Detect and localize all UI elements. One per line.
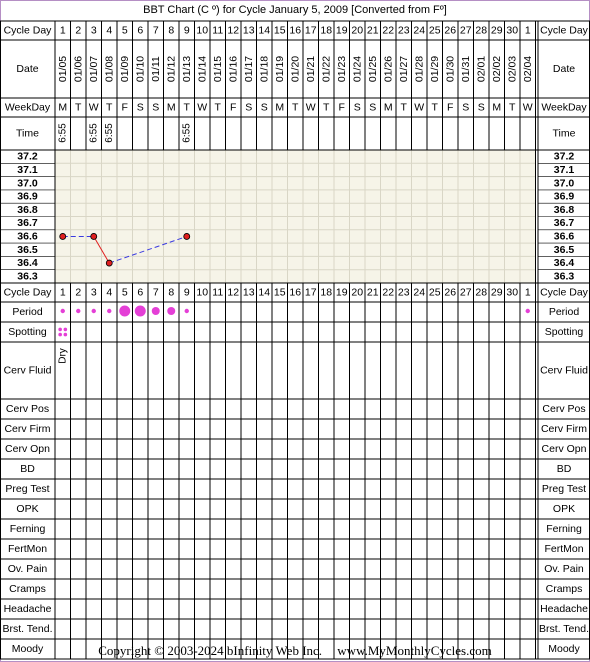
weekday-label: M <box>58 101 68 114</box>
row-label-right-brst_tend: Brst. Tend. <box>539 623 589 635</box>
cycle-day-number: 21 <box>366 286 379 299</box>
cycle-day-number: 8 <box>168 24 175 37</box>
cycle-day-number: 15 <box>273 286 286 299</box>
date-label: 01/19 <box>273 55 286 83</box>
weekday-label: F <box>447 101 454 114</box>
cycle-day-number: 1 <box>59 24 66 37</box>
weekday-label: W <box>414 101 425 114</box>
cycle-day-number: 2 <box>75 24 82 37</box>
cycle-day-number: 22 <box>382 24 395 37</box>
y-tick-label: 36.3 <box>17 270 38 283</box>
spotting-dot <box>64 333 68 337</box>
period-dot <box>61 309 65 313</box>
date-label: 01/16 <box>227 55 240 83</box>
cycle-day-number: 6 <box>137 286 144 299</box>
weekday-label: S <box>477 101 485 114</box>
date-label: 01/05 <box>56 55 69 83</box>
cycle-day-number: 21 <box>366 24 379 37</box>
cycle-day-number: 7 <box>152 24 159 37</box>
date-label: 01/22 <box>320 55 333 83</box>
row-label-right-fertmon: FertMon <box>544 543 584 555</box>
row-label-right-period: Period <box>548 306 580 318</box>
cerv-fluid-value: Dry <box>57 348 69 364</box>
weekday-label: M <box>166 101 176 114</box>
chart-title: BBT Chart (C º) for Cycle January 5, 2009 [Converted from Fº] <box>143 4 447 16</box>
cycle-day-number: 6 <box>137 24 144 37</box>
cycle-day-number: 10 <box>196 24 209 37</box>
row-label-right-date: Date <box>552 63 576 75</box>
cycle-day-number: 18 <box>320 24 333 37</box>
date-label: 01/24 <box>351 55 364 83</box>
weekday-label: T <box>75 101 82 114</box>
row-label-cerv_fluid: Cerv Fluid <box>3 364 52 377</box>
weekday-label: M <box>383 101 393 114</box>
date-label: 02/01 <box>475 55 488 83</box>
footer <box>0 643 590 659</box>
cycle-day-number: 19 <box>335 24 348 37</box>
y-tick-label-right: 37.2 <box>553 150 575 163</box>
cycle-day-number: 29 <box>490 286 503 299</box>
row-label-fertmon: FertMon <box>7 543 48 555</box>
row-label-date: Date <box>16 63 39 75</box>
cycle-day-number: 16 <box>289 286 302 299</box>
y-tick-label-right: 36.4 <box>553 257 575 270</box>
spotting-dot <box>64 328 68 332</box>
row-label-right-opk: OPK <box>552 503 576 515</box>
row-label-right-cerv_opn: Cerv Opn <box>541 443 587 455</box>
cycle-day-number: 1 <box>524 24 531 37</box>
cycle-day-number: 1 <box>524 286 531 299</box>
row-label-period: Period <box>12 306 43 318</box>
weekday-label: F <box>338 101 345 114</box>
weekday-label: S <box>260 101 268 114</box>
cycle-day-number: 25 <box>428 286 441 299</box>
row-label-right-moody: Moody <box>548 643 580 655</box>
weekday-label: S <box>136 101 144 114</box>
weekday-label: S <box>369 101 377 114</box>
row-label-right-headache: Headache <box>540 603 588 615</box>
period-dot <box>167 307 175 315</box>
date-label: 02/03 <box>506 55 519 83</box>
spotting-dot <box>58 333 62 337</box>
cycle-day-number: 28 <box>475 286 488 299</box>
cycle-day-number: 19 <box>335 286 348 299</box>
date-label: 02/04 <box>521 55 534 83</box>
date-label: 01/29 <box>428 55 441 83</box>
temp-point[interactable] <box>60 233 66 239</box>
spotting-dot <box>58 328 62 332</box>
y-tick-label: 37.0 <box>17 177 38 190</box>
cycle-day-number: 4 <box>106 24 113 37</box>
cycle-day-number: 5 <box>121 286 128 299</box>
cycle-day-number: 17 <box>304 24 317 37</box>
weekday-label: T <box>509 101 516 114</box>
row-label-headache: Headache <box>3 603 52 615</box>
weekday-label: W <box>522 101 533 114</box>
y-tick-label-right: 36.8 <box>553 203 575 216</box>
date-label: 01/11 <box>149 56 162 82</box>
row-label-cycle_day: Cycle Day <box>3 24 52 37</box>
cycle-day-number: 30 <box>506 24 519 37</box>
row-label-cramps: Cramps <box>9 583 46 595</box>
cycle-day-number: 12 <box>227 24 240 37</box>
date-label: 01/31 <box>459 55 472 83</box>
date-label: 01/21 <box>304 55 317 83</box>
cycle-day-number: 1 <box>59 286 66 299</box>
weekday-label: T <box>400 101 407 114</box>
temp-point[interactable] <box>184 233 190 239</box>
row-label-cerv_firm: Cerv Firm <box>4 423 51 435</box>
cycle-day-number: 11 <box>212 286 224 299</box>
site-link[interactable]: www.MyMonthlyCycles.com <box>337 643 492 658</box>
cycle-day-number: 11 <box>212 24 224 37</box>
date-label: 01/18 <box>258 55 271 83</box>
cycle-day-number: 9 <box>183 24 190 37</box>
date-label: 01/08 <box>103 55 116 83</box>
cycle-day-number: 9 <box>183 286 190 299</box>
cycle-day-number: 20 <box>351 24 364 37</box>
period-dot <box>76 309 80 313</box>
row-label-right-ov_pain: Ov. Pain <box>544 563 584 575</box>
cycle-day-number: 27 <box>459 286 472 299</box>
cycle-day-number: 26 <box>444 24 457 37</box>
row-label-right-cramps: Cramps <box>545 583 583 595</box>
weekday-label: S <box>245 101 253 114</box>
row-label-spotting: Spotting <box>8 326 47 338</box>
cycle-day-number: 22 <box>382 286 395 299</box>
period-dot <box>107 309 111 313</box>
cycle-day-number: 13 <box>242 24 255 37</box>
weekday-label: F <box>121 101 128 114</box>
y-tick-label: 37.1 <box>17 163 38 176</box>
row-label-cerv_opn: Cerv Opn <box>5 443 50 455</box>
row-label-opk: OPK <box>16 503 39 515</box>
weekday-label: T <box>214 101 221 114</box>
row-label-right-ferning: Ferning <box>546 523 582 535</box>
weekday-label: M <box>492 101 502 114</box>
row-label-moody: Moody <box>11 643 44 655</box>
date-label: 01/25 <box>366 55 379 83</box>
cycle-day-number: 2 <box>75 286 82 299</box>
cycle-day-number: 4 <box>106 286 113 299</box>
y-tick-label-right: 36.3 <box>553 270 575 283</box>
cycle-day-number: 20 <box>351 286 364 299</box>
y-tick-label: 36.8 <box>17 203 38 216</box>
cycle-day-number: 29 <box>490 24 503 37</box>
y-tick-label: 36.6 <box>17 230 38 243</box>
cycle-day-number: 23 <box>397 286 410 299</box>
y-tick-label-right: 37.0 <box>553 177 575 190</box>
weekday-label: W <box>305 101 316 114</box>
y-tick-label: 36.7 <box>17 217 38 230</box>
row-label-cycle_day2: Cycle Day <box>3 286 52 299</box>
date-label: 01/07 <box>87 55 100 83</box>
row-label-right-cycle_day2: Cycle Day <box>540 286 588 299</box>
cycle-day-number: 14 <box>258 286 271 299</box>
row-label-weekday: WeekDay <box>4 101 51 114</box>
period-dot <box>135 306 146 317</box>
date-label: 01/14 <box>196 55 209 83</box>
weekday-label: F <box>230 101 237 114</box>
date-label: 01/27 <box>397 55 410 83</box>
cycle-day-number: 26 <box>444 286 457 299</box>
cycle-day-number: 7 <box>152 286 159 299</box>
y-tick-label: 36.9 <box>17 190 38 203</box>
cycle-day-number: 10 <box>196 286 209 299</box>
weekday-label: T <box>106 101 113 114</box>
cycle-day-number: 23 <box>397 24 410 37</box>
row-label-right-cycle_day: Cycle Day <box>540 24 588 37</box>
row-label-right-time: Time <box>552 127 576 140</box>
row-label-right-cerv_firm: Cerv Firm <box>540 423 588 435</box>
period-dot <box>119 306 130 317</box>
cycle-day-number: 15 <box>273 24 286 37</box>
period-dot <box>152 307 160 315</box>
y-tick-label: 36.5 <box>17 243 38 256</box>
cycle-day-number: 12 <box>227 286 240 299</box>
cycle-day-number: 13 <box>242 286 255 299</box>
weekday-label: T <box>292 101 299 114</box>
row-label-bd: BD <box>20 463 35 475</box>
cycle-day-number: 3 <box>90 24 97 37</box>
cycle-day-number: 16 <box>289 24 302 37</box>
date-label: 01/15 <box>211 55 224 83</box>
cycle-day-number: 14 <box>258 24 271 37</box>
cycle-day-number: 28 <box>475 24 488 37</box>
date-label: 02/02 <box>490 55 503 83</box>
cycle-day-number: 25 <box>428 24 441 37</box>
row-label-right-preg_test: Preg Test <box>541 483 587 495</box>
cycle-day-number: 17 <box>304 286 317 299</box>
cycle-day-number: 18 <box>320 286 333 299</box>
weekday-label: W <box>88 101 99 114</box>
date-label: 01/13 <box>180 55 193 83</box>
cycle-day-number: 27 <box>459 24 472 37</box>
row-label-ferning: Ferning <box>9 523 46 535</box>
y-tick-label: 37.2 <box>17 150 38 163</box>
row-label-right-weekday: WeekDay <box>541 101 587 114</box>
cycle-day-number: 30 <box>506 286 519 299</box>
date-label: 01/20 <box>289 55 302 83</box>
date-label: 01/10 <box>134 55 147 83</box>
time-label: 6:55 <box>103 123 115 143</box>
row-label-cerv_pos: Cerv Pos <box>5 403 50 415</box>
weekday-label: T <box>431 101 438 114</box>
row-label-time: Time <box>16 127 39 140</box>
weekday-label: S <box>462 101 470 114</box>
copyright-text: Copyright © 2003-2024 bInfinity Web Inc. <box>98 643 323 658</box>
date-label: 01/28 <box>413 55 426 83</box>
weekday-label: S <box>353 101 361 114</box>
date-label: 01/09 <box>118 55 131 83</box>
date-label: 01/12 <box>165 55 178 83</box>
cycle-day-number: 24 <box>413 286 426 299</box>
y-tick-label-right: 37.1 <box>553 163 575 176</box>
y-tick-label-right: 36.7 <box>553 217 575 230</box>
y-tick-label: 36.4 <box>17 257 38 270</box>
row-label-ov_pain: Ov. Pain <box>7 563 48 575</box>
period-dot <box>185 309 189 313</box>
time-label: 6:55 <box>181 123 193 143</box>
row-label-right-cerv_pos: Cerv Pos <box>542 403 586 415</box>
weekday-label: T <box>183 101 190 114</box>
date-label: 01/06 <box>72 55 85 83</box>
time-label: 6:55 <box>57 123 69 143</box>
date-label: 01/23 <box>335 55 348 83</box>
date-label: 01/26 <box>382 55 395 83</box>
temp-point[interactable] <box>106 260 112 266</box>
cycle-day-number: 8 <box>168 286 175 299</box>
outer-frame <box>1 1 590 662</box>
cycle-day-number: 5 <box>121 24 128 37</box>
weekday-label: T <box>323 101 330 114</box>
row-label-right-bd: BD <box>556 463 572 475</box>
row-label-right-cerv_fluid: Cerv Fluid <box>540 364 588 377</box>
y-tick-label-right: 36.9 <box>553 190 575 203</box>
cycle-day-number: 3 <box>90 286 97 299</box>
y-tick-label-right: 36.5 <box>553 243 575 256</box>
period-dot <box>526 309 530 313</box>
weekday-label: W <box>197 101 208 114</box>
row-label-brst_tend: Brst. Tend. <box>2 623 53 635</box>
row-label-preg_test: Preg Test <box>5 483 50 495</box>
cycle-day-number: 24 <box>413 24 426 37</box>
weekday-label: S <box>152 101 160 114</box>
time-label: 6:55 <box>88 123 100 143</box>
weekday-label: M <box>275 101 285 114</box>
date-label: 01/17 <box>242 55 255 83</box>
temp-point[interactable] <box>91 233 97 239</box>
y-tick-label-right: 36.6 <box>553 230 575 243</box>
date-label: 01/30 <box>444 55 457 83</box>
period-dot <box>92 309 96 313</box>
row-label-right-spotting: Spotting <box>544 326 584 338</box>
